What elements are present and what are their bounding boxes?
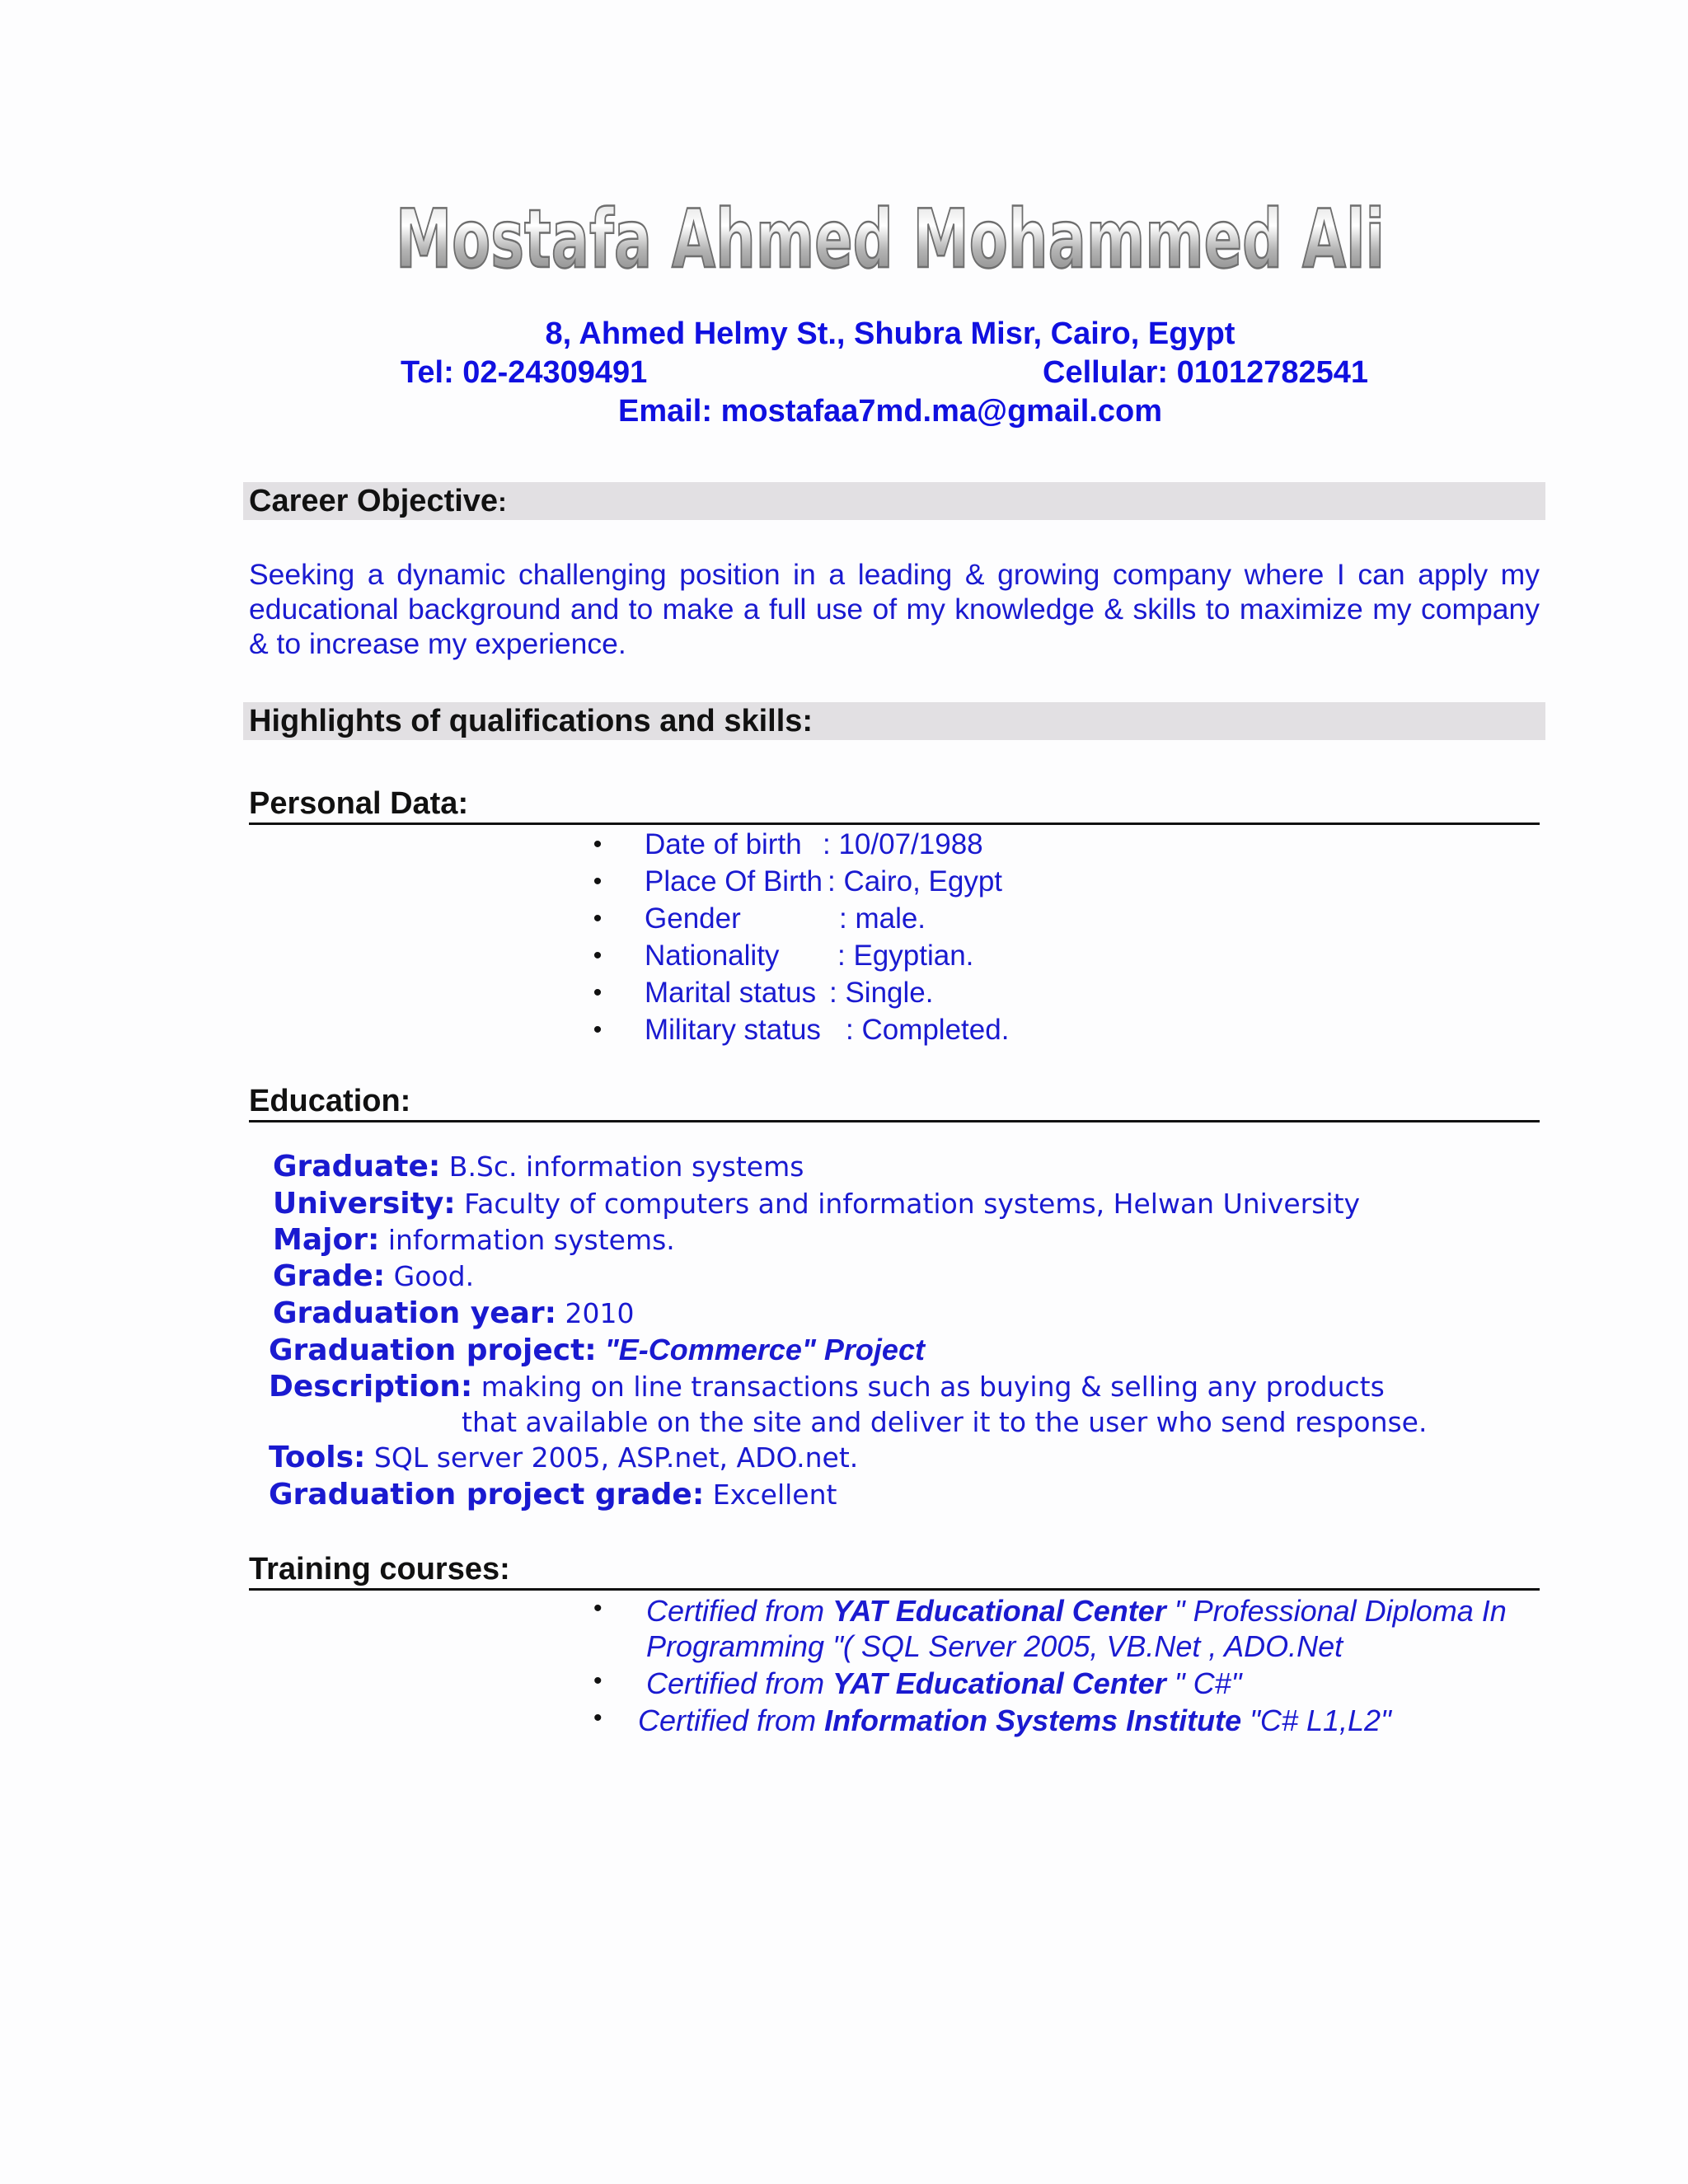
grade-value: Good. xyxy=(385,1260,475,1292)
pd-value-marital: : Single. xyxy=(829,977,934,1009)
training-3-prefix: Certified from xyxy=(638,1704,825,1737)
graduation-project-label: Graduation project: xyxy=(269,1333,597,1367)
list-item xyxy=(590,1011,1019,1048)
pd-label-military: Military status xyxy=(645,1014,821,1046)
pd-label-gender: Gender xyxy=(645,902,741,935)
telephone: Tel: 02-24309491 xyxy=(401,355,648,390)
education-tools xyxy=(269,1441,858,1474)
bullet-icon: • xyxy=(593,1667,603,1694)
education-graduation-project xyxy=(269,1333,925,1367)
cellular: Cellular: 01012782541 xyxy=(1043,355,1369,390)
graduation-year-value: 2010 xyxy=(556,1297,635,1329)
list-item xyxy=(590,863,1019,900)
education-university xyxy=(273,1187,1360,1221)
pd-value-gender: : male. xyxy=(839,902,926,935)
career-objective-heading: Career Objective xyxy=(249,484,499,518)
training-item-2 xyxy=(646,1666,1241,1701)
training-3-suffix: "C# L1,L2" xyxy=(1241,1704,1391,1737)
training-2-prefix: Certified from xyxy=(646,1666,833,1700)
training-1-org: YAT Educational Center xyxy=(832,1594,1166,1628)
name-wordart xyxy=(387,188,1393,287)
bullet-icon: • xyxy=(593,1704,603,1732)
pd-value-birth-place: : Cairo, Egypt xyxy=(828,865,1003,898)
list-item xyxy=(590,974,1019,1011)
graduate-label: Graduate: xyxy=(273,1150,441,1183)
education-description-line-2: that available on the site and deliver it to the user who send response. xyxy=(462,1406,1428,1438)
major-value: information systems. xyxy=(379,1224,675,1256)
education-major xyxy=(273,1223,675,1257)
bullet-icon: • xyxy=(593,942,603,969)
education-heading: Education: xyxy=(249,1081,1540,1122)
major-label: Major: xyxy=(273,1223,380,1257)
tools-label: Tools: xyxy=(269,1441,366,1474)
pd-label-birth-place: Place Of Birth xyxy=(645,865,823,898)
education-project-grade xyxy=(269,1478,837,1511)
name-title xyxy=(247,188,1533,287)
personal-data-list xyxy=(590,826,1019,1048)
training-heading: Training courses: xyxy=(249,1549,1540,1591)
grade-label: Grade: xyxy=(273,1259,386,1293)
list-item xyxy=(590,900,1019,937)
bullet-icon: • xyxy=(593,831,603,858)
pd-value-military: : Completed. xyxy=(846,1014,1010,1046)
training-2-suffix: " C#" xyxy=(1165,1666,1242,1700)
bullet-icon: • xyxy=(593,905,603,932)
career-objective-colon: : xyxy=(498,487,507,517)
graduate-value: B.Sc. information systems xyxy=(440,1151,804,1183)
bullet-icon: • xyxy=(593,868,603,895)
education-graduation-year xyxy=(273,1296,635,1330)
tools-value: SQL server 2005, ASP.net, ADO.net. xyxy=(365,1441,859,1474)
training-item-1-line-2: Programming "( SQL Server 2005, VB.Net , ADO.Net xyxy=(646,1629,1343,1663)
training-item-1 xyxy=(646,1594,1507,1629)
pd-value-nationality: : Egyptian. xyxy=(837,940,974,972)
training-1-suffix: " Professional Diploma In xyxy=(1165,1594,1507,1628)
graduation-project-value: "E-Commerce" Project xyxy=(596,1333,925,1366)
project-grade-label: Graduation project grade: xyxy=(269,1478,705,1511)
description-label: Description: xyxy=(269,1370,473,1404)
education-grade xyxy=(273,1259,474,1293)
bullet-icon: • xyxy=(593,1595,603,1622)
project-grade-value: Excellent xyxy=(704,1479,837,1511)
address: 8, Ahmed Helmy St., Shubra Misr, Cairo, Egypt xyxy=(545,316,1236,351)
training-2-org: YAT Educational Center xyxy=(832,1666,1166,1700)
pd-label-birth-date: Date of birth xyxy=(645,828,802,860)
training-item-3 xyxy=(638,1704,1391,1738)
bullet-icon: • xyxy=(593,979,603,1006)
description-line-1: making on line transactions such as buying & selling any products xyxy=(472,1371,1385,1403)
university-value: Faculty of computers and information systems, Helwan University xyxy=(455,1188,1361,1220)
career-objective-text: Seeking a dynamic challenging position in a leading & growing company where I can apply my educational background and to make a full use of my knowledge & skills to maximize my company & to increase my experience. xyxy=(249,558,1540,660)
graduation-year-label: Graduation year: xyxy=(273,1296,557,1330)
pd-label-marital: Marital status xyxy=(645,977,817,1009)
education-description xyxy=(269,1370,1385,1404)
education-graduate xyxy=(273,1150,804,1183)
university-label: University: xyxy=(273,1187,456,1221)
pd-value-birth-date: : 10/07/1988 xyxy=(823,828,983,860)
section-career-objective xyxy=(243,482,1545,520)
section-highlights: Highlights of qualifications and skills: xyxy=(243,702,1545,740)
training-1-prefix: Certified from xyxy=(646,1594,833,1628)
list-item xyxy=(590,937,1019,974)
personal-data-heading: Personal Data: xyxy=(249,784,1540,825)
pd-label-nationality: Nationality xyxy=(645,940,780,972)
bullet-icon: • xyxy=(593,1016,603,1043)
list-item xyxy=(590,826,1019,863)
name-text: Mostafa Ahmed Mohammed Ali xyxy=(396,193,1385,287)
training-3-org: Information Systems Institute xyxy=(824,1704,1242,1737)
email: Email: mostafaa7md.ma@gmail.com xyxy=(617,394,1163,429)
